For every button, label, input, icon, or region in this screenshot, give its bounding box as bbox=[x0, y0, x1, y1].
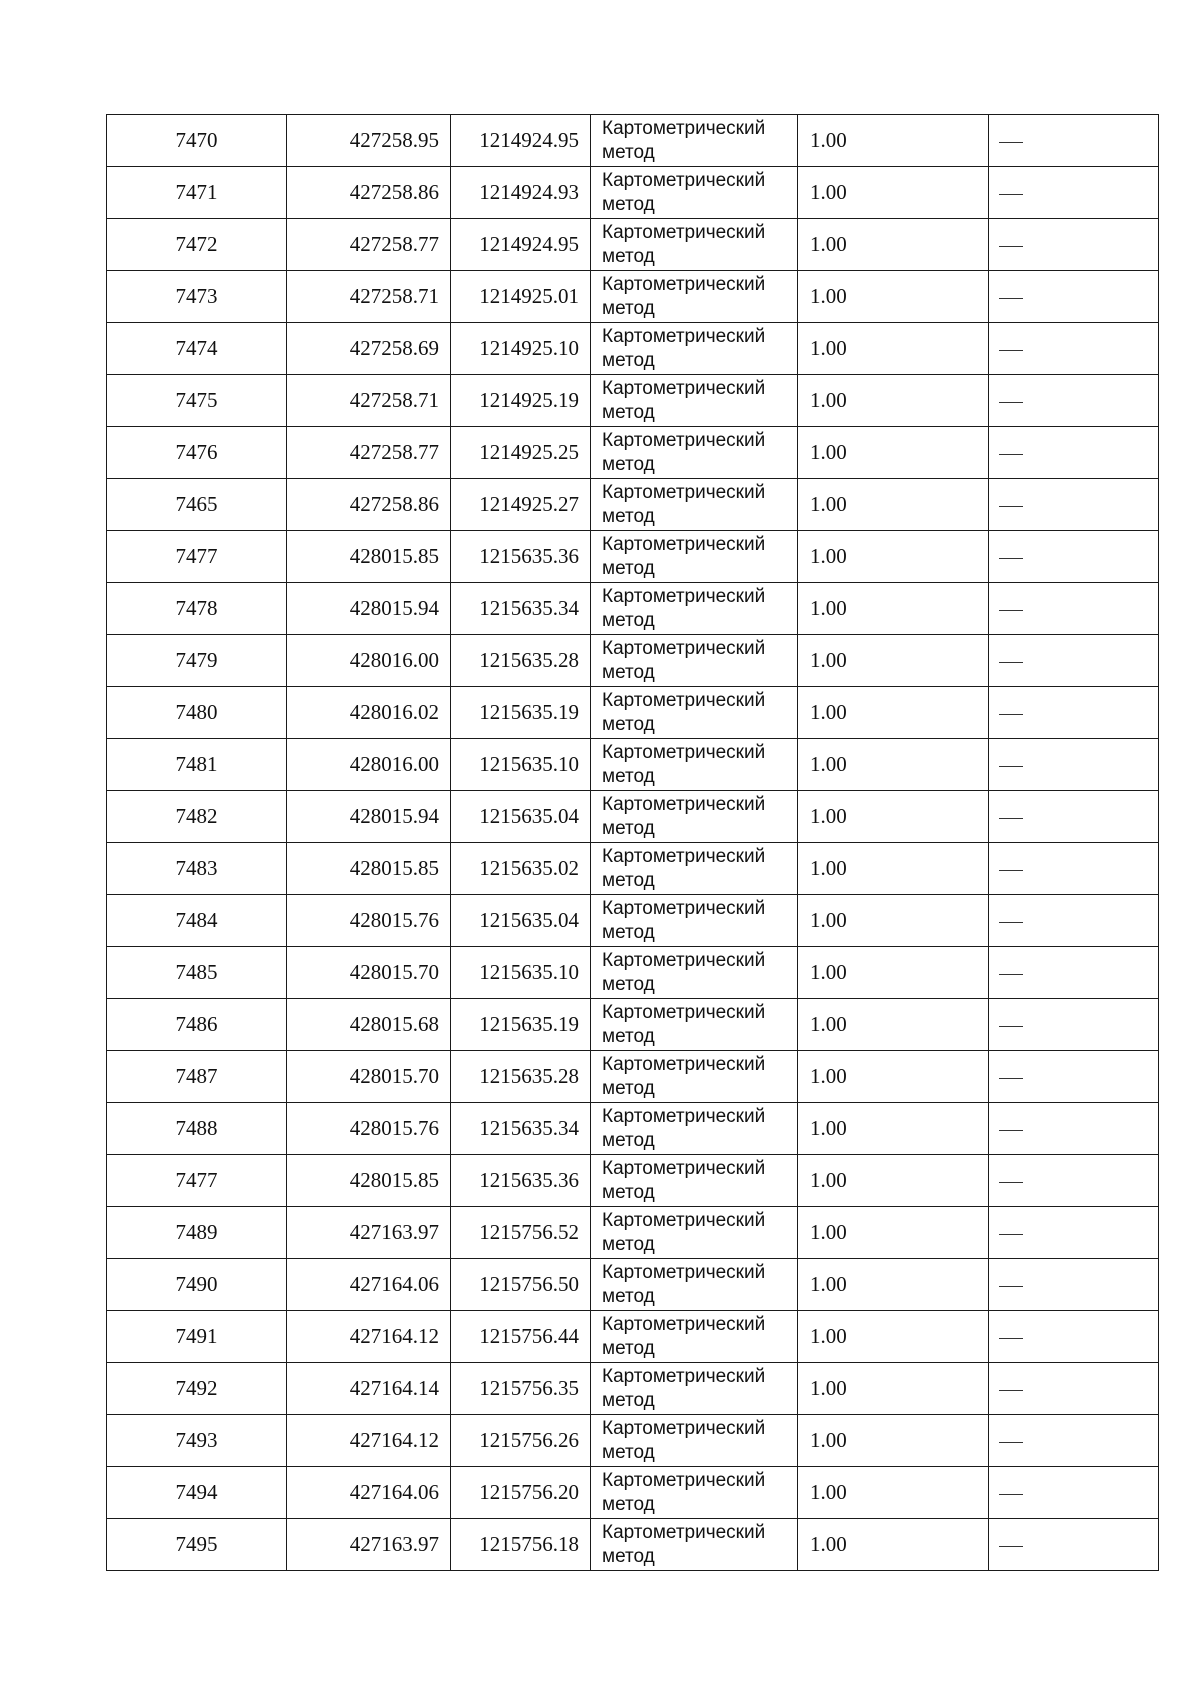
method-label-line1: Картометрический bbox=[602, 845, 766, 867]
point-number-cell: 7484 bbox=[107, 895, 287, 947]
method-cell bbox=[591, 1155, 798, 1207]
accuracy-cell: 1.00 bbox=[798, 687, 989, 739]
x-coordinate-cell: 428015.94 bbox=[287, 791, 451, 843]
accuracy-cell: 1.00 bbox=[798, 1259, 989, 1311]
method-label-line2: метод bbox=[602, 1441, 655, 1463]
table-row bbox=[107, 427, 1159, 479]
x-coordinate-cell: 427164.12 bbox=[287, 1415, 451, 1467]
x-coordinate-cell: 428015.85 bbox=[287, 843, 451, 895]
table-row bbox=[107, 1259, 1159, 1311]
method-cell bbox=[591, 895, 798, 947]
method-cell bbox=[591, 323, 798, 375]
method-label-line1: Картометрический bbox=[602, 1157, 766, 1179]
accuracy-cell: 1.00 bbox=[798, 167, 989, 219]
point-number-cell: 7482 bbox=[107, 791, 287, 843]
x-coordinate-cell: 428015.76 bbox=[287, 895, 451, 947]
y-coordinate-cell: 1215635.28 bbox=[451, 635, 591, 687]
description-cell bbox=[989, 1207, 1159, 1259]
accuracy-cell: 1.00 bbox=[798, 271, 989, 323]
method-cell bbox=[591, 1311, 798, 1363]
table-row bbox=[107, 999, 1159, 1051]
point-number-cell: 7477 bbox=[107, 531, 287, 583]
x-coordinate-cell: 427163.97 bbox=[287, 1519, 451, 1571]
method-cell bbox=[591, 999, 798, 1051]
description-cell bbox=[989, 219, 1159, 271]
y-coordinate-cell: 1214925.25 bbox=[451, 427, 591, 479]
method-cell bbox=[591, 1519, 798, 1571]
point-number-cell: 7488 bbox=[107, 1103, 287, 1155]
x-coordinate-cell: 428016.02 bbox=[287, 687, 451, 739]
description-cell bbox=[989, 1103, 1159, 1155]
accuracy-cell: 1.00 bbox=[798, 1363, 989, 1415]
coordinates-table bbox=[106, 114, 1159, 1571]
method-label-line1: Картометрический bbox=[602, 585, 766, 607]
point-number-cell: 7473 bbox=[107, 271, 287, 323]
y-coordinate-cell: 1215756.26 bbox=[451, 1415, 591, 1467]
method-label-line2: метод bbox=[602, 1493, 655, 1515]
x-coordinate-cell: 427258.86 bbox=[287, 167, 451, 219]
method-cell bbox=[591, 479, 798, 531]
method-label-line1: Картометрический bbox=[602, 1521, 766, 1543]
accuracy-cell: 1.00 bbox=[798, 115, 989, 167]
dash-mark bbox=[999, 402, 1023, 403]
x-coordinate-cell: 427258.86 bbox=[287, 479, 451, 531]
description-cell bbox=[989, 479, 1159, 531]
method-label-line1: Картометрический bbox=[602, 741, 766, 763]
x-coordinate-cell: 427258.69 bbox=[287, 323, 451, 375]
table-row bbox=[107, 843, 1159, 895]
y-coordinate-cell: 1214924.95 bbox=[451, 115, 591, 167]
table-row bbox=[107, 739, 1159, 791]
method-cell bbox=[591, 739, 798, 791]
table-row bbox=[107, 219, 1159, 271]
method-label-line2: метод bbox=[602, 557, 655, 579]
method-label-line1: Картометрический bbox=[602, 897, 766, 919]
method-label-line2: метод bbox=[602, 1181, 655, 1203]
point-number-cell: 7470 bbox=[107, 115, 287, 167]
y-coordinate-cell: 1215635.36 bbox=[451, 1155, 591, 1207]
dash-mark bbox=[999, 1182, 1023, 1183]
method-cell bbox=[591, 167, 798, 219]
method-label-line1: Картометрический bbox=[602, 793, 766, 815]
y-coordinate-cell: 1215635.10 bbox=[451, 947, 591, 999]
method-cell bbox=[591, 219, 798, 271]
table-row bbox=[107, 947, 1159, 999]
dash-mark bbox=[999, 870, 1023, 871]
dash-mark bbox=[999, 714, 1023, 715]
description-cell bbox=[989, 1363, 1159, 1415]
point-number-cell: 7485 bbox=[107, 947, 287, 999]
table-row bbox=[107, 583, 1159, 635]
point-number-cell: 7475 bbox=[107, 375, 287, 427]
y-coordinate-cell: 1214925.19 bbox=[451, 375, 591, 427]
accuracy-cell: 1.00 bbox=[798, 219, 989, 271]
description-cell bbox=[989, 947, 1159, 999]
description-cell bbox=[989, 167, 1159, 219]
point-number-cell: 7492 bbox=[107, 1363, 287, 1415]
method-cell bbox=[591, 791, 798, 843]
y-coordinate-cell: 1215635.28 bbox=[451, 1051, 591, 1103]
y-coordinate-cell: 1215635.34 bbox=[451, 583, 591, 635]
table-row bbox=[107, 1207, 1159, 1259]
y-coordinate-cell: 1215635.36 bbox=[451, 531, 591, 583]
point-number-cell: 7481 bbox=[107, 739, 287, 791]
table-row bbox=[107, 1519, 1159, 1571]
method-cell bbox=[591, 635, 798, 687]
description-cell bbox=[989, 1051, 1159, 1103]
table-row bbox=[107, 479, 1159, 531]
method-label-line1: Картометрический bbox=[602, 1209, 766, 1231]
description-cell bbox=[989, 739, 1159, 791]
method-label-line1: Картометрический bbox=[602, 1417, 766, 1439]
accuracy-cell: 1.00 bbox=[798, 583, 989, 635]
x-coordinate-cell: 427258.95 bbox=[287, 115, 451, 167]
description-cell bbox=[989, 1415, 1159, 1467]
description-cell bbox=[989, 1519, 1159, 1571]
accuracy-cell: 1.00 bbox=[798, 323, 989, 375]
method-label-line2: метод bbox=[602, 1129, 655, 1151]
y-coordinate-cell: 1214924.95 bbox=[451, 219, 591, 271]
accuracy-cell: 1.00 bbox=[798, 843, 989, 895]
method-label-line2: метод bbox=[602, 245, 655, 267]
dash-mark bbox=[999, 662, 1023, 663]
y-coordinate-cell: 1215635.19 bbox=[451, 999, 591, 1051]
dash-mark bbox=[999, 1026, 1023, 1027]
method-cell bbox=[591, 271, 798, 323]
x-coordinate-cell: 427164.06 bbox=[287, 1259, 451, 1311]
x-coordinate-cell: 427258.77 bbox=[287, 219, 451, 271]
y-coordinate-cell: 1215756.44 bbox=[451, 1311, 591, 1363]
method-label-line1: Картометрический bbox=[602, 481, 766, 503]
x-coordinate-cell: 428015.85 bbox=[287, 531, 451, 583]
method-cell bbox=[591, 375, 798, 427]
dash-mark bbox=[999, 298, 1023, 299]
accuracy-cell: 1.00 bbox=[798, 1415, 989, 1467]
method-cell bbox=[591, 1415, 798, 1467]
dash-mark bbox=[999, 506, 1023, 507]
table-row bbox=[107, 1363, 1159, 1415]
point-number-cell: 7487 bbox=[107, 1051, 287, 1103]
point-number-cell: 7479 bbox=[107, 635, 287, 687]
y-coordinate-cell: 1215635.34 bbox=[451, 1103, 591, 1155]
y-coordinate-cell: 1215635.19 bbox=[451, 687, 591, 739]
y-coordinate-cell: 1215635.04 bbox=[451, 895, 591, 947]
accuracy-cell: 1.00 bbox=[798, 427, 989, 479]
point-number-cell: 7474 bbox=[107, 323, 287, 375]
y-coordinate-cell: 1215756.20 bbox=[451, 1467, 591, 1519]
accuracy-cell: 1.00 bbox=[798, 479, 989, 531]
x-coordinate-cell: 427258.71 bbox=[287, 271, 451, 323]
method-cell bbox=[591, 843, 798, 895]
table-row bbox=[107, 1155, 1159, 1207]
point-number-cell: 7472 bbox=[107, 219, 287, 271]
method-label-line2: метод bbox=[602, 1389, 655, 1411]
x-coordinate-cell: 427164.14 bbox=[287, 1363, 451, 1415]
method-cell bbox=[591, 115, 798, 167]
y-coordinate-cell: 1215756.52 bbox=[451, 1207, 591, 1259]
point-number-cell: 7491 bbox=[107, 1311, 287, 1363]
description-cell bbox=[989, 999, 1159, 1051]
method-label-line2: метод bbox=[602, 713, 655, 735]
table-row bbox=[107, 1415, 1159, 1467]
table-row bbox=[107, 895, 1159, 947]
method-label-line1: Картометрический bbox=[602, 637, 766, 659]
table-row bbox=[107, 167, 1159, 219]
accuracy-cell: 1.00 bbox=[798, 739, 989, 791]
table-row bbox=[107, 1051, 1159, 1103]
method-label-line1: Картометрический bbox=[602, 429, 766, 451]
x-coordinate-cell: 428015.68 bbox=[287, 999, 451, 1051]
method-cell bbox=[591, 1363, 798, 1415]
method-label-line1: Картометрический bbox=[602, 1313, 766, 1335]
description-cell bbox=[989, 791, 1159, 843]
description-cell bbox=[989, 427, 1159, 479]
method-label-line1: Картометрический bbox=[602, 1365, 766, 1387]
point-number-cell: 7486 bbox=[107, 999, 287, 1051]
method-label-line2: метод bbox=[602, 817, 655, 839]
dash-mark bbox=[999, 142, 1023, 143]
description-cell bbox=[989, 843, 1159, 895]
method-label-line2: метод bbox=[602, 505, 655, 527]
y-coordinate-cell: 1215635.02 bbox=[451, 843, 591, 895]
method-label-line2: метод bbox=[602, 1025, 655, 1047]
x-coordinate-cell: 428015.70 bbox=[287, 1051, 451, 1103]
table-row bbox=[107, 635, 1159, 687]
method-cell bbox=[591, 427, 798, 479]
method-label-line1: Картометрический bbox=[602, 377, 766, 399]
accuracy-cell: 1.00 bbox=[798, 1103, 989, 1155]
dash-mark bbox=[999, 558, 1023, 559]
method-label-line2: метод bbox=[602, 349, 655, 371]
accuracy-cell: 1.00 bbox=[798, 947, 989, 999]
description-cell bbox=[989, 115, 1159, 167]
accuracy-cell: 1.00 bbox=[798, 895, 989, 947]
table-row bbox=[107, 1311, 1159, 1363]
method-label-line1: Картометрический bbox=[602, 273, 766, 295]
method-label-line2: метод bbox=[602, 765, 655, 787]
accuracy-cell: 1.00 bbox=[798, 375, 989, 427]
method-label-line1: Картометрический bbox=[602, 1469, 766, 1491]
y-coordinate-cell: 1215635.04 bbox=[451, 791, 591, 843]
dash-mark bbox=[999, 1546, 1023, 1547]
method-label-line1: Картометрический bbox=[602, 325, 766, 347]
description-cell bbox=[989, 1155, 1159, 1207]
y-coordinate-cell: 1214925.01 bbox=[451, 271, 591, 323]
method-cell bbox=[591, 1051, 798, 1103]
method-label-line2: метод bbox=[602, 1077, 655, 1099]
method-label-line1: Картометрический bbox=[602, 1105, 766, 1127]
table-row bbox=[107, 1103, 1159, 1155]
method-cell bbox=[591, 1103, 798, 1155]
point-number-cell: 7480 bbox=[107, 687, 287, 739]
method-label-line1: Картометрический bbox=[602, 117, 766, 139]
y-coordinate-cell: 1214925.10 bbox=[451, 323, 591, 375]
method-label-line2: метод bbox=[602, 869, 655, 891]
dash-mark bbox=[999, 818, 1023, 819]
dash-mark bbox=[999, 1078, 1023, 1079]
point-number-cell: 7476 bbox=[107, 427, 287, 479]
method-label-line2: метод bbox=[602, 193, 655, 215]
description-cell bbox=[989, 583, 1159, 635]
method-cell bbox=[591, 687, 798, 739]
method-label-line1: Картометрический bbox=[602, 949, 766, 971]
dash-mark bbox=[999, 1442, 1023, 1443]
x-coordinate-cell: 427164.06 bbox=[287, 1467, 451, 1519]
method-label-line2: метод bbox=[602, 1337, 655, 1359]
method-label-line2: метод bbox=[602, 921, 655, 943]
method-label-line1: Картометрический bbox=[602, 221, 766, 243]
accuracy-cell: 1.00 bbox=[798, 1467, 989, 1519]
dash-mark bbox=[999, 246, 1023, 247]
accuracy-cell: 1.00 bbox=[798, 635, 989, 687]
y-coordinate-cell: 1215635.10 bbox=[451, 739, 591, 791]
method-label-line2: метод bbox=[602, 401, 655, 423]
description-cell bbox=[989, 895, 1159, 947]
description-cell bbox=[989, 531, 1159, 583]
description-cell bbox=[989, 635, 1159, 687]
method-label-line1: Картометрический bbox=[602, 1261, 766, 1283]
method-label-line1: Картометрический bbox=[602, 169, 766, 191]
dash-mark bbox=[999, 1390, 1023, 1391]
method-cell bbox=[591, 947, 798, 999]
dash-mark bbox=[999, 1130, 1023, 1131]
x-coordinate-cell: 428015.76 bbox=[287, 1103, 451, 1155]
method-label-line2: метод bbox=[602, 609, 655, 631]
accuracy-cell: 1.00 bbox=[798, 1155, 989, 1207]
point-number-cell: 7495 bbox=[107, 1519, 287, 1571]
point-number-cell: 7490 bbox=[107, 1259, 287, 1311]
accuracy-cell: 1.00 bbox=[798, 1519, 989, 1571]
y-coordinate-cell: 1214924.93 bbox=[451, 167, 591, 219]
description-cell bbox=[989, 375, 1159, 427]
method-label-line1: Картометрический bbox=[602, 533, 766, 555]
method-label-line1: Картометрический bbox=[602, 1001, 766, 1023]
y-coordinate-cell: 1215756.50 bbox=[451, 1259, 591, 1311]
method-cell bbox=[591, 1207, 798, 1259]
x-coordinate-cell: 427258.77 bbox=[287, 427, 451, 479]
method-label-line1: Картометрический bbox=[602, 689, 766, 711]
dash-mark bbox=[999, 454, 1023, 455]
accuracy-cell: 1.00 bbox=[798, 531, 989, 583]
point-number-cell: 7493 bbox=[107, 1415, 287, 1467]
method-label-line2: метод bbox=[602, 141, 655, 163]
dash-mark bbox=[999, 766, 1023, 767]
method-cell bbox=[591, 1259, 798, 1311]
x-coordinate-cell: 428016.00 bbox=[287, 739, 451, 791]
method-label-line2: метод bbox=[602, 1285, 655, 1307]
point-number-cell: 7494 bbox=[107, 1467, 287, 1519]
description-cell bbox=[989, 1311, 1159, 1363]
y-coordinate-cell: 1215756.18 bbox=[451, 1519, 591, 1571]
accuracy-cell: 1.00 bbox=[798, 999, 989, 1051]
dash-mark bbox=[999, 350, 1023, 351]
method-label-line1: Картометрический bbox=[602, 1053, 766, 1075]
method-label-line2: метод bbox=[602, 1233, 655, 1255]
dash-mark bbox=[999, 1234, 1023, 1235]
table-row bbox=[107, 115, 1159, 167]
x-coordinate-cell: 427164.12 bbox=[287, 1311, 451, 1363]
point-number-cell: 7489 bbox=[107, 1207, 287, 1259]
method-cell bbox=[591, 583, 798, 635]
x-coordinate-cell: 427258.71 bbox=[287, 375, 451, 427]
point-number-cell: 7477 bbox=[107, 1155, 287, 1207]
point-number-cell: 7471 bbox=[107, 167, 287, 219]
method-cell bbox=[591, 531, 798, 583]
x-coordinate-cell: 428016.00 bbox=[287, 635, 451, 687]
method-label-line2: метод bbox=[602, 973, 655, 995]
dash-mark bbox=[999, 1338, 1023, 1339]
y-coordinate-cell: 1214925.27 bbox=[451, 479, 591, 531]
description-cell bbox=[989, 687, 1159, 739]
dash-mark bbox=[999, 922, 1023, 923]
point-number-cell: 7483 bbox=[107, 843, 287, 895]
x-coordinate-cell: 428015.70 bbox=[287, 947, 451, 999]
point-number-cell: 7465 bbox=[107, 479, 287, 531]
accuracy-cell: 1.00 bbox=[798, 1311, 989, 1363]
accuracy-cell: 1.00 bbox=[798, 1051, 989, 1103]
description-cell bbox=[989, 271, 1159, 323]
x-coordinate-cell: 428015.94 bbox=[287, 583, 451, 635]
dash-mark bbox=[999, 974, 1023, 975]
table-row bbox=[107, 687, 1159, 739]
table-row bbox=[107, 531, 1159, 583]
method-label-line2: метод bbox=[602, 1545, 655, 1567]
accuracy-cell: 1.00 bbox=[798, 1207, 989, 1259]
description-cell bbox=[989, 1467, 1159, 1519]
description-cell bbox=[989, 1259, 1159, 1311]
method-cell bbox=[591, 1467, 798, 1519]
y-coordinate-cell: 1215756.35 bbox=[451, 1363, 591, 1415]
method-label-line2: метод bbox=[602, 297, 655, 319]
x-coordinate-cell: 427163.97 bbox=[287, 1207, 451, 1259]
table-row bbox=[107, 271, 1159, 323]
dash-mark bbox=[999, 1494, 1023, 1495]
dash-mark bbox=[999, 194, 1023, 195]
table-row bbox=[107, 791, 1159, 843]
method-label-line2: метод bbox=[602, 661, 655, 683]
accuracy-cell: 1.00 bbox=[798, 791, 989, 843]
dash-mark bbox=[999, 1286, 1023, 1287]
method-label-line2: метод bbox=[602, 453, 655, 475]
dash-mark bbox=[999, 610, 1023, 611]
table-row bbox=[107, 323, 1159, 375]
table-row bbox=[107, 375, 1159, 427]
table-row bbox=[107, 1467, 1159, 1519]
coordinates-table-body bbox=[107, 115, 1159, 1571]
point-number-cell: 7478 bbox=[107, 583, 287, 635]
description-cell bbox=[989, 323, 1159, 375]
x-coordinate-cell: 428015.85 bbox=[287, 1155, 451, 1207]
